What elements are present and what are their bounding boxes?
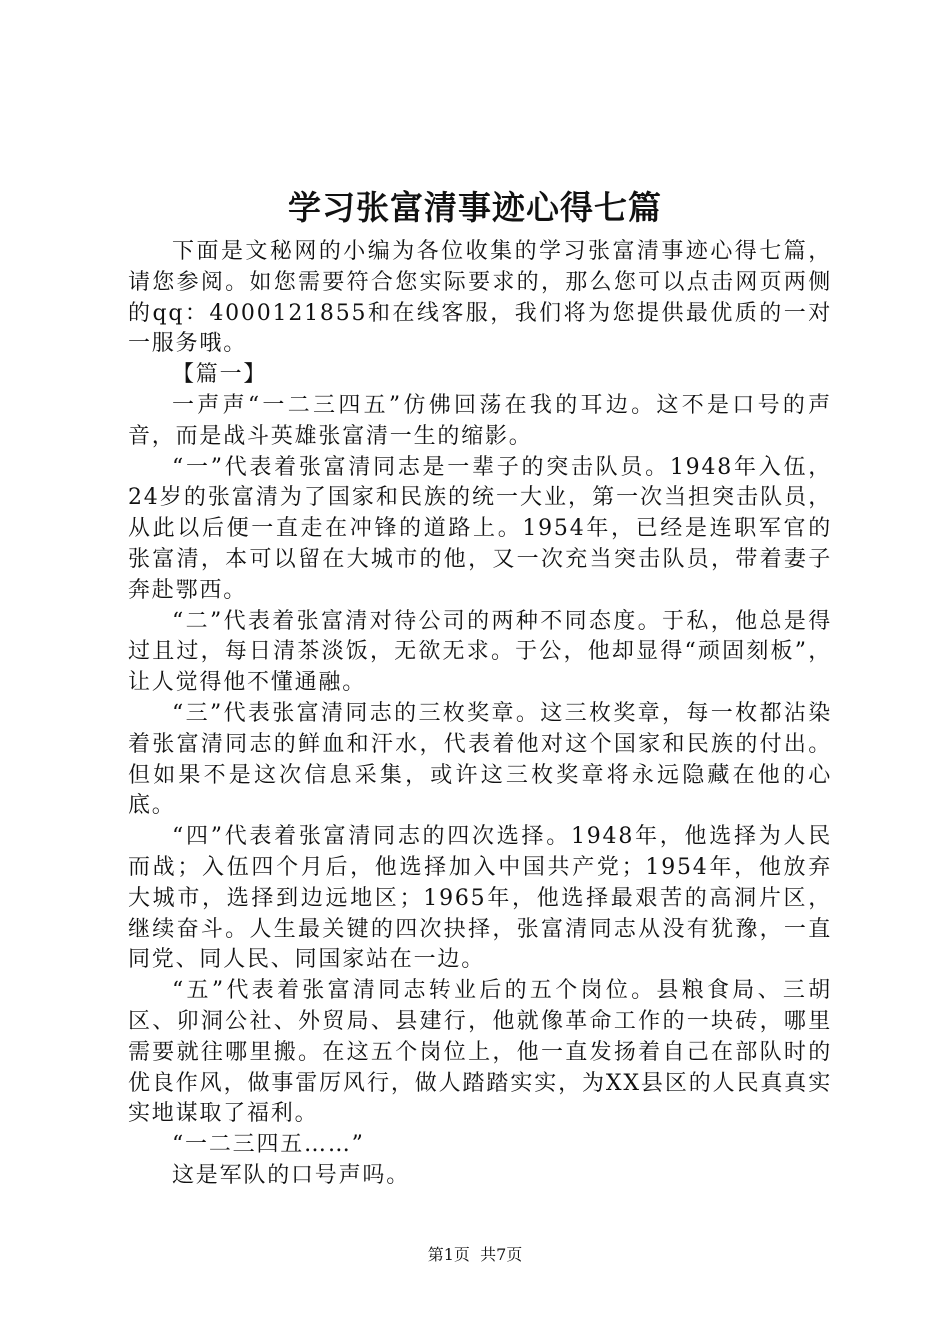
document-title: 学习张富清事迹心得七篇 <box>288 188 662 227</box>
document-body <box>128 237 832 1192</box>
paragraph: 一声声“一二三四五”仿佛回荡在我的耳边。这不是口号的声音，而是战斗英雄张富清一生的缩影。 <box>128 392 832 449</box>
paragraph: 这是军队的口号声吗。 <box>172 1162 411 1188</box>
paragraph-intro: 下面是文秘网的小编为各位收集的学习张富清事迹心得七篇，请您参阅。如您需要符合您实际要求的，那么您可以点击网页两侧的qq：4000121855和在线客服，我们将为您提供最优质的一对一服务哦。 <box>128 239 832 357</box>
paragraph: “三”代表张富清同志的三枚奖章。这三枚奖章，每一枚都沾染着张富清同志的鲜血和汗水，代表着他对这个国家和民族的付出。但如果不是这次信息采集，或许这三枚奖章将永远隐藏在他的心底。 <box>128 700 832 819</box>
page-footer <box>0 1244 950 1266</box>
section-heading: 【篇一】 <box>172 362 268 388</box>
paragraph: “二”代表着张富清对待公司的两种不同态度。于私，他总是得过且过，每日清茶淡饭，无欲无求。于公，他却显得“顽固刻板”，让人觉得他不懂通融。 <box>128 608 832 696</box>
paragraph: “一”代表着张富清同志是一辈子的突击队员。1948年入伍，24岁的张富清为了国家和民族的统一大业，第一次当担突击队员，从此以后便一直走在冲锋的道路上。1954年，已经是连职军官的张富清，本可以留在大城市的他，又一次充当突击队员，带着妻子奔赴鄂西。 <box>128 454 832 603</box>
paragraph: “四”代表着张富清同志的四次选择。1948年，他选择为人民而战；入伍四个月后，他选择加入中国共产党；1954年，他放弃大城市，选择到边远地区；1965年，他选择最艰苦的高洞片区，继续奋斗。人生最关键的四次抉择，张富清同志从没有犹豫，一直同党、同人民、同国家站在一边。 <box>128 824 832 973</box>
page-total: 共7页 <box>480 1245 523 1264</box>
paragraph: “一二三四五……” <box>172 1132 365 1158</box>
page-number: 第1页 <box>427 1245 470 1264</box>
paragraph: “五”代表着张富清同志转业后的五个岗位。县粮食局、三胡区、卯洞公社、外贸局、县建行，他就像革命工作的一块砖，哪里需要就往哪里搬。在这五个岗位上，他一直发扬着自己在部队时的优良作风，做事雷厉风行，做人踏踏实实，为XX县区的人民真真实实地谋取了福利。 <box>128 978 832 1127</box>
